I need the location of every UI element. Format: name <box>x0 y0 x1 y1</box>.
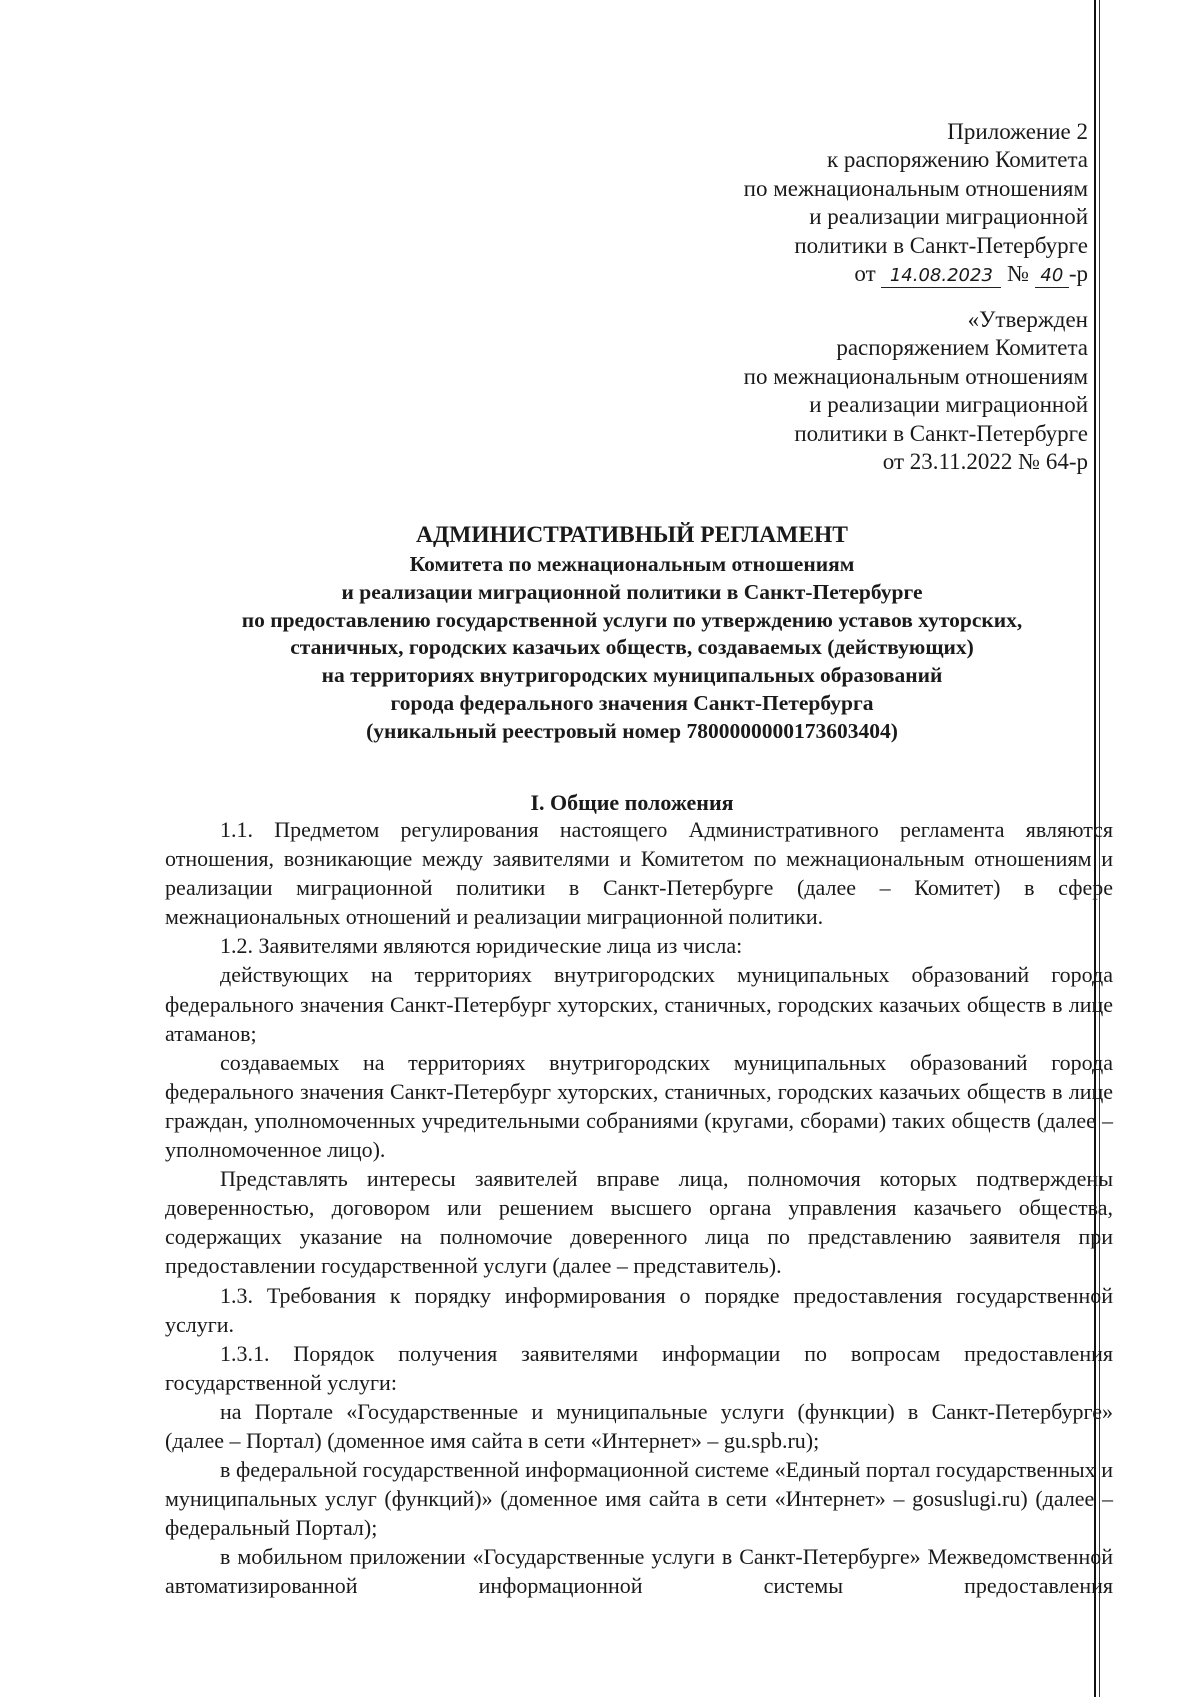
date-prefix: от <box>854 261 876 287</box>
document-title <box>150 520 1114 746</box>
approval-line: распоряжением Комитета <box>836 335 1088 361</box>
appendix-header <box>744 118 1088 288</box>
title-line: Комитета по межнациональным отношениям <box>409 552 855 576</box>
paragraph: Представлять интересы заявителей вправе лица, полномочия которых подтверждены доверенностью, договором или решением высшего органа управления казачьего общества, содержащих указание на полномочие доверенного лица по представлению заявителя при предоставлении государственной услуги (далее – представитель). <box>165 1166 1113 1279</box>
paragraph: 1.2. Заявителями являются юридические лица из числа: <box>220 933 743 959</box>
paragraph: создаваемых на территориях внутригородских муниципальных образований города федерального значения Санкт-Петербург хуторских, станичных, городских казачьих обществ в лице граждан, уполномоченных учредительными собраниями (кругами, сборами) таких обществ (далее – уполномоченное лицо). <box>165 1049 1113 1163</box>
paragraph: в мобильном приложении «Государственные услуги в Санкт-Петербурге» Межведомственной автоматизированной информационной системы предоставления <box>165 1544 1113 1599</box>
approval-line: по межнациональным отношениям <box>743 363 1088 389</box>
title-line: станичных, городских казачьих обществ, создаваемых (действующих) <box>290 635 974 660</box>
paragraph: действующих на территориях внутригородских муниципальных образований города федерального значения Санкт-Петербург хуторских, станичных, городских казачьих обществ в лице атаманов; <box>165 962 1113 1046</box>
title-line: города федерального значения Санкт-Петербурга <box>390 690 874 715</box>
appendix-line: политики в Санкт-Петербурге <box>794 232 1088 258</box>
title-line: по предоставлению государственной услуги по утверждению уставов хуторских, <box>241 607 1023 632</box>
number-suffix: -р <box>1068 261 1088 287</box>
appendix-line: к распоряжению Комитета <box>827 147 1088 173</box>
handwritten-date: 14.08.2023 <box>881 265 1001 288</box>
section-heading: I. Общие положения <box>530 790 734 815</box>
title-line: и реализации миграционной политики в Санкт-Петербурге <box>341 579 923 604</box>
approval-line: и реализации миграционной <box>809 392 1088 418</box>
title-main: АДМИНИСТРАТИВНЫЙ РЕГЛАМЕНТ <box>416 522 848 548</box>
approval-line: от 23.11.2022 № 64-р <box>882 449 1088 475</box>
appendix-date-line <box>744 260 1088 288</box>
appendix-line: Приложение 2 <box>947 119 1088 144</box>
paragraph: 1.3. Требования к порядку информирования о порядке предоставления государственной услуги. <box>165 1282 1113 1337</box>
appendix-line: по межнациональным отношениям <box>743 175 1088 201</box>
paragraph: на Портале «Государственные и муниципальные услуги (функции) в Санкт-Петербурге» (далее – Портал) (доменное имя сайта в сети «Интернет» – gu.spb.ru); <box>165 1398 1113 1453</box>
appendix-line: и реализации миграционной <box>809 204 1088 230</box>
title-line: на территориях внутригородских муниципальных образований <box>321 663 943 688</box>
section-body <box>165 815 1113 1601</box>
number-prefix: № <box>1007 261 1030 287</box>
approval-line: «Утвержден <box>967 307 1088 332</box>
paragraph: 1.3.1. Порядок получения заявителями информации по вопросам предоставления государственной услуги: <box>165 1340 1113 1395</box>
approval-line: политики в Санкт-Петербурге <box>794 420 1088 446</box>
approval-stamp <box>744 306 1088 476</box>
paragraph: 1.1. Предметом регулирования настоящего Административного регламента являются отношения, возникающие между заявителями и Комитетом по межнациональным отношениям и реализации миграционной политики в Санкт-Петербурге (далее – Комитет) в сфере межнациональных отношений и реализации миграционной политики. <box>165 817 1113 930</box>
handwritten-number: 40 <box>1035 265 1069 288</box>
paragraph: в федеральной государственной информационной системе «Единый портал государственных и муниципальных услуг (функций)» (доменное имя сайта в сети «Интернет» – gosuslugi.ru) (далее – федеральный Портал); <box>165 1457 1113 1541</box>
title-line: (уникальный реестровый номер 7800000000173603404) <box>366 718 898 743</box>
